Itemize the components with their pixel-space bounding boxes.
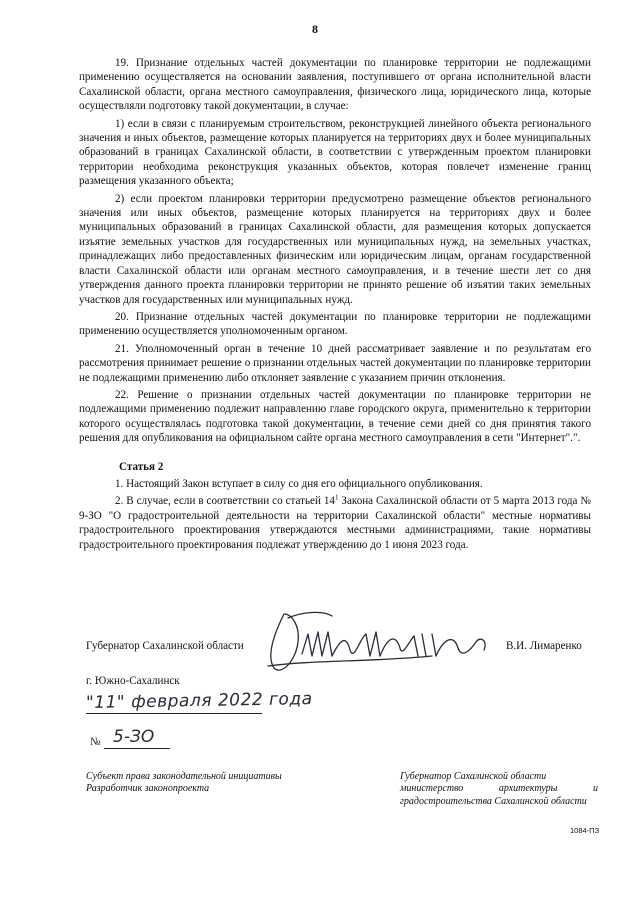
document-code: 1084-ПЗ <box>570 826 600 835</box>
law-number-label: № <box>90 736 101 748</box>
number-underline <box>104 748 170 749</box>
footer-developer-value: министерство архитектуры и градостроительства Сахалинской области <box>400 783 598 807</box>
article-2-item-1: 1. Настоящий Закон вступает в силу со дня его официального опубликования. <box>115 477 483 490</box>
article-2-item-2-text-a: 2. В случае, если в соответствии со статьей 14 <box>115 495 335 508</box>
footer-initiative-value: Губернатор Сахалинской области <box>400 771 547 782</box>
article-2-heading: Статья 2 <box>119 460 164 473</box>
footer-right <box>400 771 598 808</box>
paragraph-19: 19. Признание отдельных частей документации по планировке территории не подлежащими применению осуществляется на основании заявления, поступившего от органа исполнительной власти Сахалинской области, органа местного самоуправления, физического лица, юридического лица, которые осуществляли подготовку такой документации, в случае: <box>79 57 591 113</box>
article-number-superscript: 1 <box>334 493 339 502</box>
signing-city: г. Южно-Сахалинск <box>86 675 180 687</box>
paragraph-19-item-2: 2) если проектом планировки территории предусмотрено размещение объектов регионального значения или иных объектов, размещение которых планируется на территориях двух и более муниципальных образований в границах Сахалинской области, для размещения которых допускается изъятие земельных участков для государственных или муниципальных нужд, на земельных участках, принадлежащих либо предоставленных физическим или юридическим лицам, органам государственной власти Сахалинской области или органам местного самоуправления, и в течение шести лет со дня утверждения данного проекта планировки территории не принято решение об изъятии таких земельных участков для государственных или муниципальных нужд. <box>79 192 591 306</box>
signatory-title: Губернатор Сахалинской области <box>86 640 244 652</box>
page-number: 8 <box>312 22 318 36</box>
date-underline <box>86 713 262 714</box>
paragraph-20: 20. Признание отдельных частей документации по планировке территории не подлежащими применению осуществляется уполномоченным органом. <box>79 310 591 338</box>
paragraph-19-item-1: 1) если в связи с планируемым строительством, реконструкцией линейного объекта регионального значения и иных объектов, размещение которых планируется на территориях двух и более муниципальных образований в границах Сахалинской области, в соответствии с утвержденным проектом планировки территории необходима реконструкция указанных объектов, которая повлечет изменение границ размещения указанного объекта; <box>79 117 591 188</box>
footer-developer-label: Разработчик законопроекта <box>86 783 210 795</box>
handwritten-signature <box>262 604 494 676</box>
article-2-item-2-text-b: Закона Сахалинской области от 5 марта 2013 года № 9-ЗО "О градостроительной деятельности на территории Сахалинской области" местные нормативы градостроительного проектирования утверждаются местными администрациями, такие нормативы градостроительного проектирования подлежат утверждению до 1 июня 2023 года. <box>79 495 591 551</box>
signatory-name: В.И. Лимаренко <box>506 640 582 652</box>
handwritten-date: "11" февраля 2022 года <box>85 689 313 713</box>
handwritten-law-number: 5-ЗО <box>113 727 155 747</box>
article-2-item-2 <box>79 494 591 552</box>
footer-left <box>86 771 336 796</box>
footer-initiative-label: Субъект права законодательной инициативы <box>86 771 282 782</box>
paragraph-22: 22. Решение о признании отдельных частей документации по планировке территории не подлежащими применению подлежит направлению главе городского округа, применительно к территории которого осуществлялась подготовка такой документации, в течение семи дней со дня принятия такого решения для опубликования на официальном сайте органа местного самоуправления в сети "Интернет".". <box>79 388 591 445</box>
law-text <box>79 56 591 555</box>
paragraph-21: 21. Уполномоченный орган в течение 10 дней рассматривает заявление и по результатам его рассмотрения принимает решение о признании отдельных частей документации по планировке территории не подлежащими применению либо отклоняет заявление с указанием причин отклонения. <box>79 342 591 384</box>
